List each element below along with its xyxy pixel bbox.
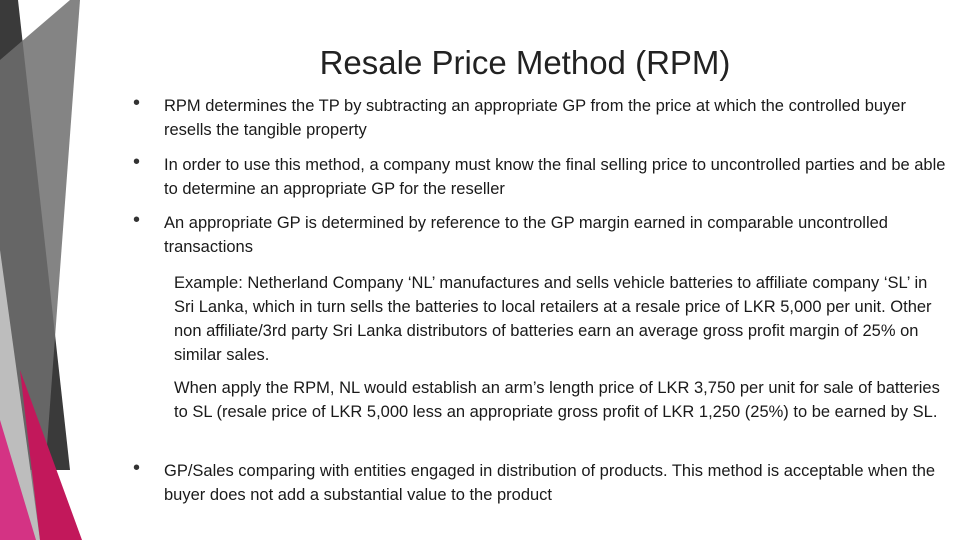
- bullet-dot: •: [133, 457, 141, 479]
- bullet-text: An appropriate GP is determined by reference to the GP margin earned in comparable uncontrolled transactions: [164, 214, 888, 256]
- bullet-text: GP/Sales comparing with entities engaged in distribution of products. This method is acceptable when the buyer does not add a substantial value to the product: [164, 462, 936, 504]
- bullet-dot: •: [133, 92, 141, 114]
- example-paragraph: Example: Netherland Company ‘NL’ manufactures and sells vehicle batteries to affiliate company ‘SL’ in Sri Lanka, which in turn sells the batteries to local retailers at a resale price of LKR 5,000 per unit. Other non affiliate/3rd party Sri Lanka distributors of batteries earn an average gross profit margin of 25% on similar sales.: [174, 274, 932, 364]
- bullet-item: [133, 457, 954, 507]
- bullet-dot: •: [133, 151, 141, 173]
- example-paragraph: When apply the RPM, NL would establish an arm’s length price of LKR 3,750 per unit for sale of batteries to SL (resale price of LKR 5,000 less an appropriate gross profit of LKR 1,250 (25%) to be earned by SL.: [174, 379, 940, 421]
- bullet-item: [133, 209, 954, 259]
- bullet-item: [133, 92, 954, 142]
- slide-title: Resale Price Method (RPM): [319, 44, 731, 81]
- bullet-text: RPM determines the TP by subtracting an appropriate GP from the price at which the controlled buyer resells the tangible property: [164, 97, 906, 139]
- bullet-text: In order to use this method, a company must know the final selling price to uncontrolled parties and be able to determine an appropriate GP for the reseller: [164, 156, 946, 198]
- bullet-dot: •: [133, 209, 141, 231]
- bullet-item: [133, 151, 954, 201]
